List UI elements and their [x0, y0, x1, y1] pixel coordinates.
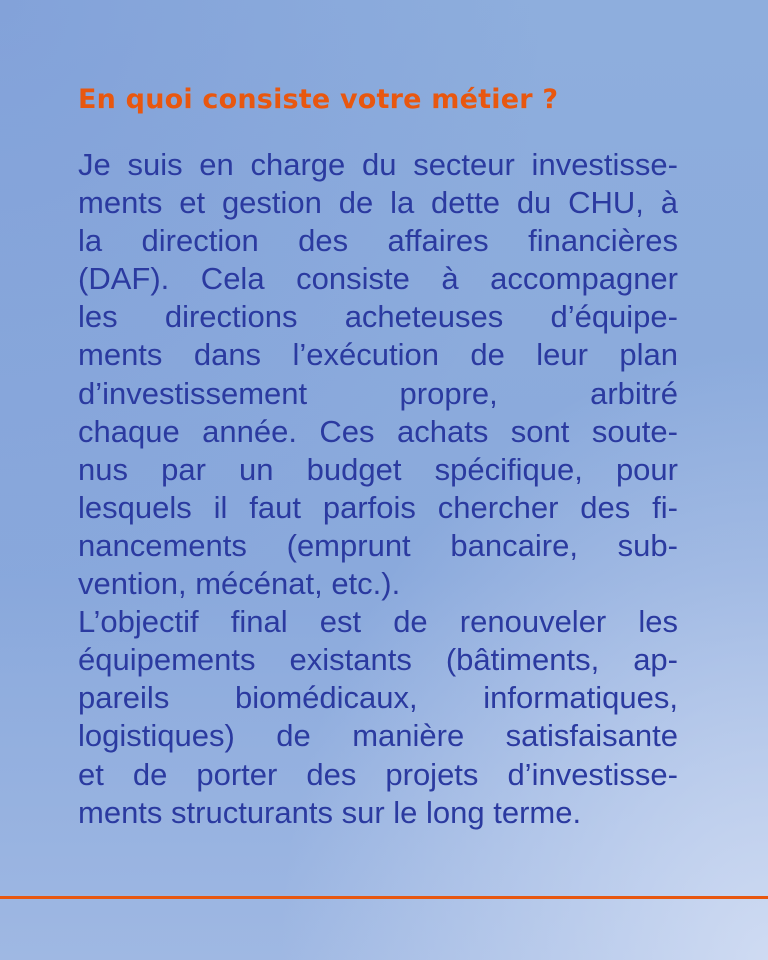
- answer-text: [78, 146, 678, 832]
- text-line: Je suis en charge du secteur investisse-: [78, 147, 678, 182]
- text-line: chaque année. Ces achats sont soute-: [78, 413, 678, 449]
- text-line: pareils biomédicaux, informatiques,: [78, 680, 678, 716]
- bottom-divider: [0, 896, 768, 899]
- text-line: nancements (emprunt bancaire, sub-: [78, 527, 678, 563]
- text-line: et de porter des projets d’investisse-: [78, 756, 678, 792]
- text-line: L’objectif final est de renouveler les: [78, 604, 678, 640]
- text-line: les directions acheteuses d’équipe-: [78, 299, 678, 335]
- text-line: d’investissement propre, arbitré: [78, 375, 678, 411]
- text-line: la direction des affaires financières: [78, 223, 678, 259]
- text-line: (DAF). Cela consiste à accompagner: [78, 261, 678, 297]
- text-line: ments structurants sur le long terme.: [78, 794, 582, 830]
- section-heading: En quoi consiste votre métier ?: [78, 84, 559, 115]
- text-line: ments et gestion de la dette du CHU, à: [78, 185, 678, 221]
- text-line: nus par un budget spécifique, pour: [78, 451, 678, 487]
- text-line: ments dans l’exécution de leur plan: [78, 337, 678, 373]
- text-line: logistiques) de manière satisfaisante: [78, 718, 678, 754]
- text-line: vention, mécénat, etc.).: [78, 566, 401, 602]
- text-line: équipements existants (bâtiments, ap-: [78, 642, 678, 678]
- text-line: lesquels il faut parfois chercher des fi-: [78, 489, 678, 525]
